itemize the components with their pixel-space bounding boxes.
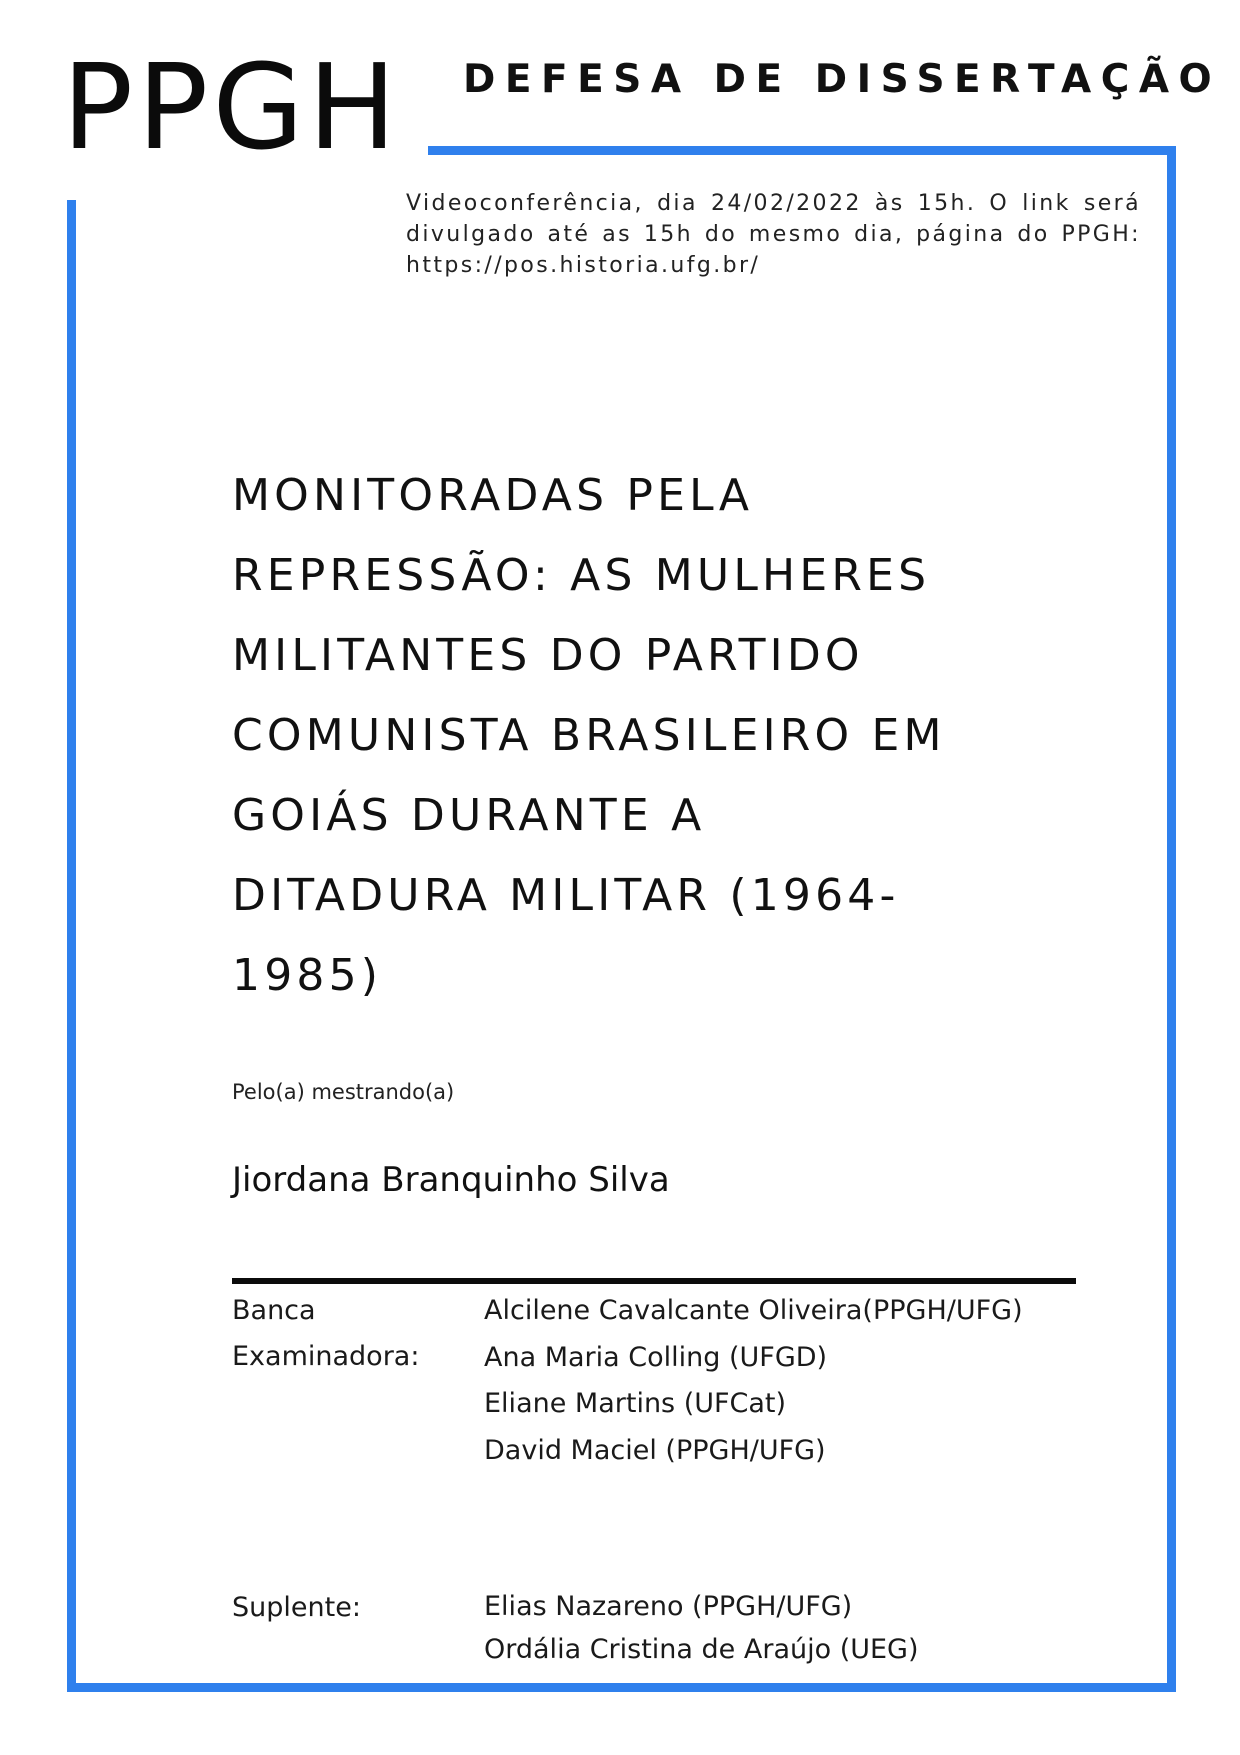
frame-left-line [67,200,76,1692]
thesis-title [232,456,1112,1016]
committee-divider [232,1278,1076,1284]
thesis-title-line: COMUNISTA BRASILEIRO EM [232,710,946,761]
committee-member: David Maciel (PPGH/UFG) [484,1434,826,1466]
alternates-label-text: Suplente: [232,1592,361,1623]
thesis-title-line: MILITANTES DO PARTIDO [232,630,864,681]
frame-right-line [1167,146,1176,1692]
committee-member-list [484,1288,1023,1474]
alternate-member: Elias Nazareno (PPGH/UFG) [484,1591,853,1622]
thesis-title-line: REPRESSÃO: AS MULHERES [232,550,931,601]
alternates-label [232,1585,361,1631]
candidate-name: Jiordana Branquinho Silva [232,1160,670,1200]
committee-member: Eliane Martins (UFCat) [484,1388,787,1419]
frame-top-line [428,146,1176,155]
committee-label-line: Examinadora: [232,1341,420,1372]
committee-member: Ana Maria Colling (UFGD) [484,1341,828,1373]
frame-bottom-line [67,1683,1176,1692]
alternate-member: Ordália Cristina de Araújo (UEG) [484,1634,919,1665]
thesis-title-line: GOIÁS DURANTE A [232,790,706,841]
candidate-label: Pelo(a) mestrando(a) [232,1080,455,1104]
committee-label-line: Banca [232,1295,316,1326]
event-info-text: Videoconferência, dia 24/02/2022 às 15h. O link será divulgado até as 15h do mesmo dia, página do PPGH: https://pos.historia.ufg.br/ [406,191,1141,278]
thesis-title-line: 1985) [232,950,383,1001]
page-title: DEFESA DE DISSERTAÇÃO [463,57,1222,102]
alternate-member-list [484,1585,919,1671]
thesis-title-line: MONITORADAS PELA [232,470,754,521]
committee-member: Alcilene Cavalcante Oliveira(PPGH/UFG) [484,1295,1023,1326]
thesis-title-line: DITADURA MILITAR (1964- [232,870,900,921]
ppgh-logo: PPGH [62,38,401,176]
committee-label [232,1288,419,1380]
